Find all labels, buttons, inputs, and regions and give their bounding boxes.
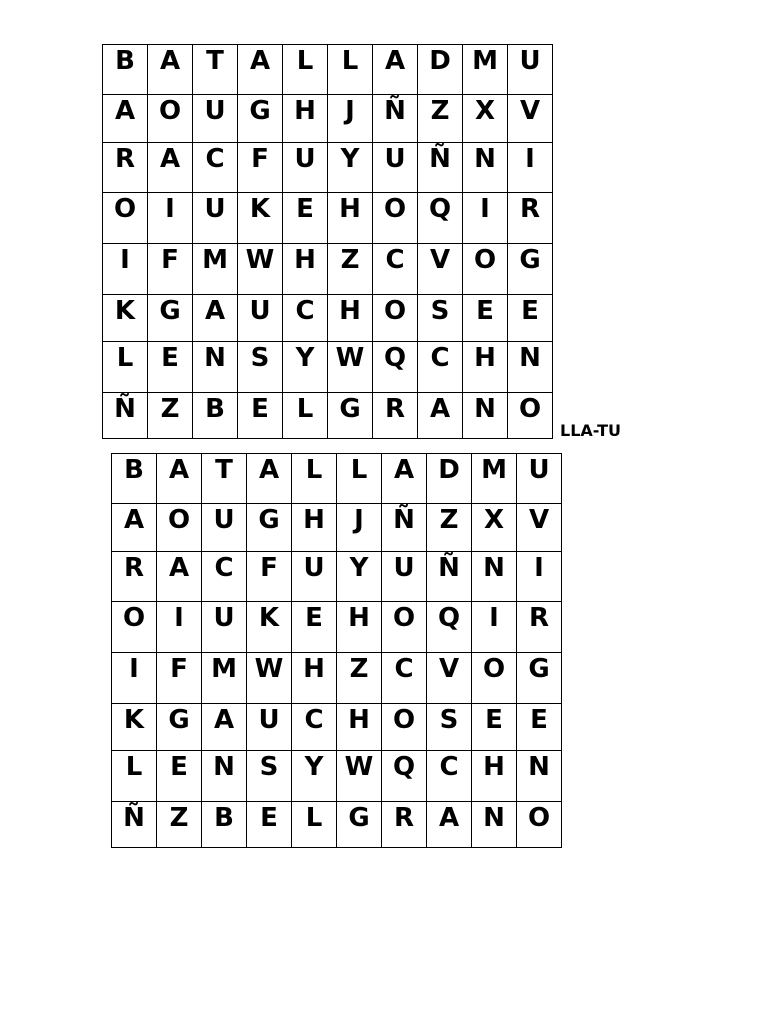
grid-cell: A	[148, 45, 193, 95]
grid-cell: G	[337, 802, 382, 848]
grid-cell: I	[112, 653, 157, 704]
grid-cell: T	[202, 454, 247, 504]
grid-cell: U	[517, 454, 562, 504]
grid-cell: O	[373, 295, 418, 342]
grid-cell: N	[193, 342, 238, 393]
grid-row	[103, 193, 553, 244]
grid-cell: G	[517, 653, 562, 704]
grid-cell: L	[103, 342, 148, 393]
grid-cell: C	[283, 295, 328, 342]
grid-cell: B	[103, 45, 148, 95]
grid-cell: F	[157, 653, 202, 704]
grid-cell: M	[472, 454, 517, 504]
grid-cell: F	[148, 244, 193, 295]
grid-row	[112, 504, 562, 552]
grid-cell: E	[283, 193, 328, 244]
grid-cell: M	[463, 45, 508, 95]
grid-cell: S	[238, 342, 283, 393]
grid-cell: G	[508, 244, 553, 295]
grid-cell: Z	[337, 653, 382, 704]
grid-cell: Z	[418, 95, 463, 143]
grid-cell: E	[157, 751, 202, 802]
grid-cell: A	[112, 504, 157, 552]
grid-cell: U	[247, 704, 292, 751]
grid-row	[103, 95, 553, 143]
grid-cell: G	[328, 393, 373, 439]
grid-cell: L	[328, 45, 373, 95]
grid-cell: E	[463, 295, 508, 342]
grid-cell: O	[112, 602, 157, 653]
grid-cell: G	[247, 504, 292, 552]
grid-cell: Ñ	[373, 95, 418, 143]
grid-row	[103, 143, 553, 193]
grid-cell: Z	[328, 244, 373, 295]
grid-row	[103, 45, 553, 95]
grid-cell: N	[517, 751, 562, 802]
grid-cell: E	[292, 602, 337, 653]
grid-cell: H	[292, 504, 337, 552]
grid-cell: G	[238, 95, 283, 143]
grid-cell: Z	[427, 504, 472, 552]
grid-cell: O	[382, 602, 427, 653]
grid-cell: G	[148, 295, 193, 342]
grid-cell: E	[517, 704, 562, 751]
word-search-grid-bottom	[111, 453, 562, 848]
grid-cell: W	[337, 751, 382, 802]
grid-cell: O	[517, 802, 562, 848]
grid-cell: V	[427, 653, 472, 704]
grid-cell: N	[508, 342, 553, 393]
grid-row	[103, 295, 553, 342]
grid-cell: A	[157, 454, 202, 504]
grid-cell: K	[247, 602, 292, 653]
grid-cell: O	[373, 193, 418, 244]
grid-cell: U	[373, 143, 418, 193]
grid-cell: I	[148, 193, 193, 244]
grid-cell: Q	[427, 602, 472, 653]
grid-cell: E	[472, 704, 517, 751]
grid-cell: H	[328, 193, 373, 244]
grid-cell: A	[418, 393, 463, 439]
grid-cell: Y	[328, 143, 373, 193]
grid-cell: L	[283, 45, 328, 95]
grid-cell: U	[292, 552, 337, 602]
grid-cell: L	[337, 454, 382, 504]
grid-cell: I	[508, 143, 553, 193]
grid-cell: S	[247, 751, 292, 802]
grid-cell: R	[517, 602, 562, 653]
grid-cell: M	[193, 244, 238, 295]
grid-cell: O	[382, 704, 427, 751]
grid-cell: F	[247, 552, 292, 602]
grid-cell: N	[472, 552, 517, 602]
grid-cell: V	[508, 95, 553, 143]
grid-row	[112, 704, 562, 751]
grid-cell: B	[112, 454, 157, 504]
grid-cell: B	[193, 393, 238, 439]
grid-cell: E	[508, 295, 553, 342]
grid-row	[103, 393, 553, 439]
grid-row	[112, 454, 562, 504]
grid-cell: O	[508, 393, 553, 439]
grid-row	[112, 751, 562, 802]
grid-cell: E	[148, 342, 193, 393]
grid-cell: Y	[283, 342, 328, 393]
grid-cell: K	[238, 193, 283, 244]
grid-cell: C	[292, 704, 337, 751]
grid-cell: E	[238, 393, 283, 439]
grid-cell: O	[463, 244, 508, 295]
grid-cell: A	[193, 295, 238, 342]
grid-cell: C	[418, 342, 463, 393]
grid-cell: O	[103, 193, 148, 244]
grid-cell: C	[202, 552, 247, 602]
grid-cell: L	[292, 454, 337, 504]
grid-cell: U	[202, 602, 247, 653]
grid-cell: R	[112, 552, 157, 602]
grid-cell: X	[463, 95, 508, 143]
grid-cell: V	[418, 244, 463, 295]
grid-cell: X	[472, 504, 517, 552]
grid-row	[112, 802, 562, 848]
grid-cell: Ñ	[103, 393, 148, 439]
grid-cell: N	[463, 393, 508, 439]
grid-cell: I	[517, 552, 562, 602]
grid-cell: Z	[148, 393, 193, 439]
grid-cell: F	[238, 143, 283, 193]
grid-row	[103, 342, 553, 393]
grid-cell: A	[427, 802, 472, 848]
grid-cell: S	[418, 295, 463, 342]
grid-cell: H	[283, 244, 328, 295]
grid-row	[103, 244, 553, 295]
grid-cell: H	[292, 653, 337, 704]
grid-cell: L	[283, 393, 328, 439]
grid-cell: D	[418, 45, 463, 95]
grid-cell: K	[112, 704, 157, 751]
grid-cell: A	[238, 45, 283, 95]
grid-cell: U	[508, 45, 553, 95]
grid-cell: J	[337, 504, 382, 552]
grid-row	[112, 602, 562, 653]
grid-cell: C	[193, 143, 238, 193]
grid-cell: K	[103, 295, 148, 342]
grid-cell: I	[472, 602, 517, 653]
grid-cell: Ñ	[418, 143, 463, 193]
grid-cell: Q	[418, 193, 463, 244]
grid-cell: A	[247, 454, 292, 504]
grid-cell: U	[193, 193, 238, 244]
grid-cell: I	[463, 193, 508, 244]
grid-cell: R	[103, 143, 148, 193]
grid-cell: L	[112, 751, 157, 802]
grid-cell: A	[103, 95, 148, 143]
grid-cell: N	[202, 751, 247, 802]
grid-cell: W	[238, 244, 283, 295]
grid-cell: O	[157, 504, 202, 552]
grid-cell: A	[382, 454, 427, 504]
grid-cell: A	[373, 45, 418, 95]
grid-cell: H	[337, 602, 382, 653]
grid-cell: H	[463, 342, 508, 393]
grid-cell: V	[517, 504, 562, 552]
side-label: LLA-TU	[560, 421, 621, 440]
grid-cell: L	[292, 802, 337, 848]
grid-cell: N	[472, 802, 517, 848]
grid-cell: N	[463, 143, 508, 193]
grid-cell: U	[283, 143, 328, 193]
grid-cell: H	[472, 751, 517, 802]
grid-cell: Ñ	[427, 552, 472, 602]
grid-cell: U	[238, 295, 283, 342]
grid-cell: C	[373, 244, 418, 295]
grid-cell: I	[157, 602, 202, 653]
word-search-grid-top	[102, 44, 553, 439]
grid-cell: C	[427, 751, 472, 802]
grid-cell: Q	[382, 751, 427, 802]
grid-cell: Z	[157, 802, 202, 848]
grid-cell: H	[328, 295, 373, 342]
grid-cell: G	[157, 704, 202, 751]
grid-row	[112, 552, 562, 602]
grid-cell: A	[148, 143, 193, 193]
grid-cell: U	[202, 504, 247, 552]
grid-cell: H	[337, 704, 382, 751]
grid-cell: Y	[292, 751, 337, 802]
grid-cell: R	[508, 193, 553, 244]
grid-cell: Q	[373, 342, 418, 393]
grid-cell: J	[328, 95, 373, 143]
grid-cell: O	[472, 653, 517, 704]
grid-cell: S	[427, 704, 472, 751]
grid-cell: W	[328, 342, 373, 393]
grid-cell: T	[193, 45, 238, 95]
grid-cell: Ñ	[112, 802, 157, 848]
grid-cell: D	[427, 454, 472, 504]
grid-cell: Ñ	[382, 504, 427, 552]
grid-cell: Y	[337, 552, 382, 602]
grid-cell: W	[247, 653, 292, 704]
grid-cell: O	[148, 95, 193, 143]
grid-cell: H	[283, 95, 328, 143]
grid-cell: E	[247, 802, 292, 848]
grid-cell: R	[382, 802, 427, 848]
grid-row	[112, 653, 562, 704]
grid-cell: A	[202, 704, 247, 751]
grid-cell: U	[193, 95, 238, 143]
grid-cell: B	[202, 802, 247, 848]
grid-cell: U	[382, 552, 427, 602]
grid-cell: A	[157, 552, 202, 602]
grid-cell: M	[202, 653, 247, 704]
grid-cell: I	[103, 244, 148, 295]
grid-cell: R	[373, 393, 418, 439]
grid-cell: C	[382, 653, 427, 704]
